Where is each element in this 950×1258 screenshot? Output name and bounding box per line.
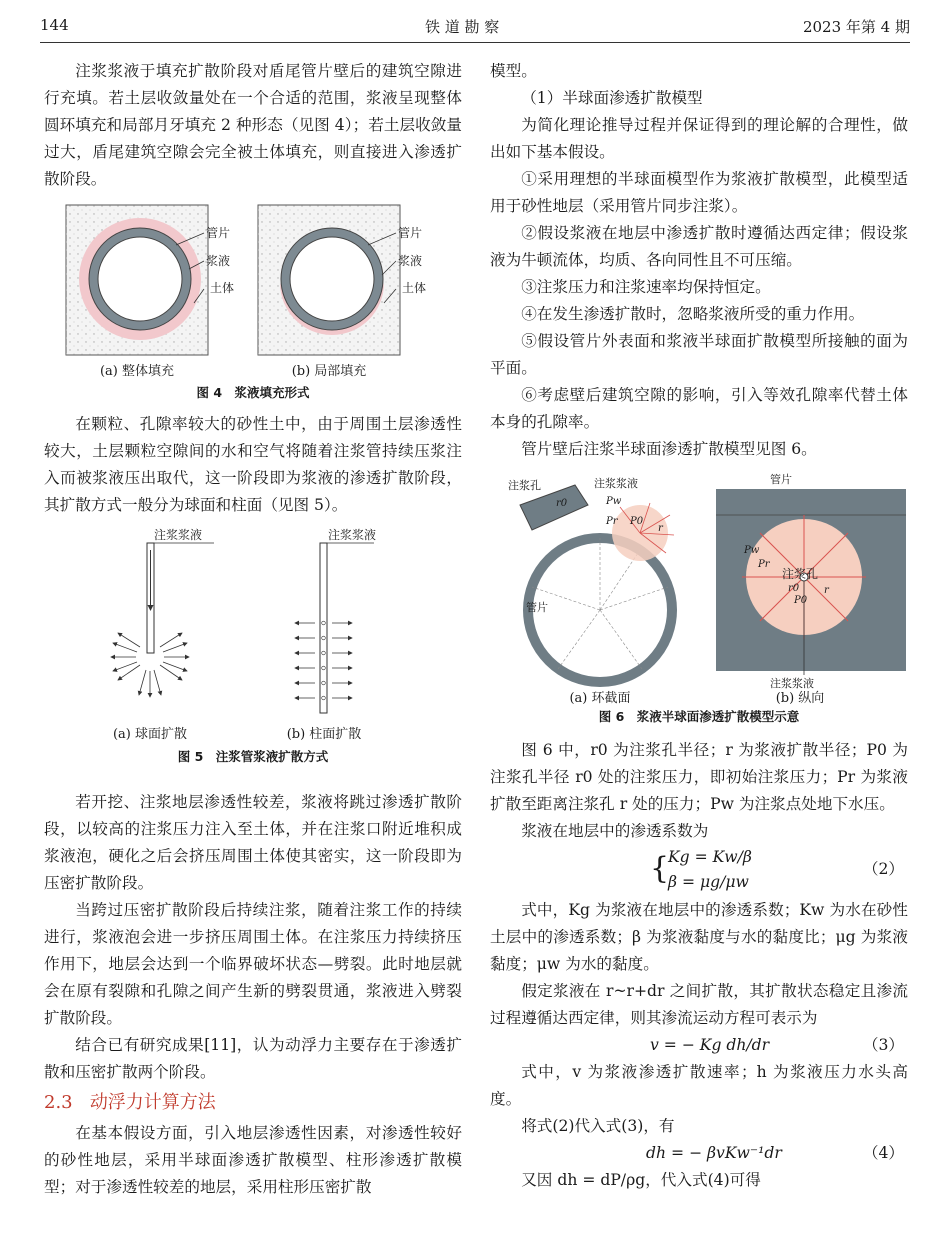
assumption-3: ③注浆压力和注浆速率均保持恒定。	[521, 278, 771, 296]
left-column	[44, 58, 462, 1201]
fig4-label-segment-b: 管片	[398, 226, 423, 240]
fig5-label-b: 注浆浆液	[328, 528, 377, 542]
paragraph-substitute: 将式(2)代入式(3)，有	[521, 1117, 675, 1135]
equation-2	[490, 845, 908, 897]
fig6-caption-a: (a) 环截面	[569, 691, 631, 706]
issue-label: 2023 年第 4 期	[802, 18, 910, 36]
fig6-label-hole-b: 注浆孔	[782, 567, 819, 581]
paragraph-seepage-stage: 在颗粒、孔隙率较大的砂性土中，由于周围土层渗透性较大，土层颗粒空隙间的水和空气将随着注浆管持续压浆注入而被浆液压出取代，这一阶段即为浆液的渗透扩散阶段，其扩散方式一般分为球面和柱面（见图 5）。	[44, 415, 462, 514]
fig6-sym-r-b: r	[824, 585, 829, 596]
fig6-sym-pr-b: Pr	[758, 559, 770, 570]
equation-4-number: （4）	[862, 1144, 904, 1162]
fig6-label-grout-b: 注浆浆液	[770, 677, 814, 690]
equation-3-body: v = − Kg dh/dr	[650, 1036, 770, 1054]
fig6-label-segment-a: 管片	[526, 601, 548, 614]
section-number: 2.3	[44, 1092, 73, 1113]
equation-2a: Kg = Kw/β	[668, 848, 752, 866]
paragraph-conclusion: 结合已有研究成果[11]，认为动浮力主要存在于渗透扩散和压密扩散两个阶段。	[44, 1036, 462, 1081]
equation-4	[490, 1140, 908, 1167]
subheading-hemisphere-model: （1）半球面渗透扩散模型	[521, 89, 703, 107]
fig4-label-segment-a: 管片	[206, 226, 231, 240]
paragraph-fracture-stage: 当跨过压密扩散阶段后持续注浆，随着注浆工作的持续进行，浆液泡会进一步挤压周围土体。在注浆压力持续挤压作用下，地层会达到一个临界破坏状态—劈裂。此时地层就会在原有裂隙和孔隙之间产生新的劈裂贯通，浆液进入劈裂扩散阶段。	[44, 901, 462, 1027]
fig5-caption-b: (b) 柱面扩散	[286, 727, 362, 742]
figure-4	[44, 203, 462, 401]
cylindrical-arrows	[295, 623, 352, 698]
fig6-sym-pw-a: Pw	[606, 496, 622, 507]
fig6-title: 图 6 浆液半球面渗透扩散模型示意	[598, 709, 800, 724]
paragraph-assumptions: 为简化理论推导过程并保证得到的理论解的合理性，做出如下基本假设。	[490, 116, 908, 161]
section-title: 动浮力计算方法	[89, 1092, 216, 1113]
paragraph-permeability: 浆液在地层中的渗透系数为	[521, 822, 709, 840]
equation-3	[490, 1032, 908, 1059]
paragraph-assumptions-intro: 在基本假设方面，引入地层渗透性因素，对渗透性较好的砂性地层，采用半球面渗透扩散模型、柱形渗透扩散模型；对于渗透性较差的地层，采用柱形压密扩散	[44, 1124, 462, 1196]
fig5-label-a: 注浆浆液	[154, 528, 203, 542]
equation-2-brace: {	[650, 851, 670, 886]
paragraph-where-3: 式中，v 为浆液渗透扩散速率；h 为浆液压力水头高度。	[490, 1063, 908, 1108]
equation-2b: β = μg/μw	[668, 873, 749, 891]
paragraph-fill-stage: 注浆浆液于填充扩散阶段对盾尾管片壁后的建筑空隙进行充填。若土层收敛量处在一个合适的范围，浆液呈现整体圆环填充和局部月牙填充 2 种形态（见图 4）；若土层收敛量过大，盾尾建筑空隙会完全被土体填充，则直接进入渗透扩散阶段。	[44, 62, 462, 188]
fig6-sym-r0-b: r0	[788, 583, 800, 594]
header-rule	[40, 42, 910, 43]
grout-pipe-b	[320, 543, 327, 713]
paragraph-darcy: 假定浆液在 r~r+dr 之间扩散，其扩散状态稳定且渗流过程遵循达西定律，则其渗流运动方程可表示为	[490, 982, 908, 1027]
fig6-label-grout-a: 注浆浆液	[594, 477, 638, 490]
paragraph-symbols: 图 6 中，r0 为注浆孔半径；r 为浆液扩散半径；P0 为注浆孔半径 r0 处的注浆压力，即初始注浆压力；Pr 为浆液扩散至距离注浆孔 r 处的压力；Pw 为注浆点处地下水压。	[490, 741, 908, 813]
fig6-caption-b: (b) 纵向	[775, 691, 825, 706]
equation-3-number: （3）	[862, 1036, 904, 1054]
equation-2-number: （2）	[862, 860, 904, 878]
fig4-label-grout-a: 浆液	[206, 254, 231, 268]
page-number: 144	[40, 16, 69, 34]
paragraph-final: 又因 dh = dP/ρg，代入式(4)可得	[521, 1171, 761, 1189]
fig6-sym-pr-a: Pr	[606, 516, 618, 527]
journal-name: 铁 道 勘 察	[425, 18, 500, 36]
section-heading	[44, 1088, 462, 1118]
fig6-label-hole-a: 注浆孔	[508, 479, 541, 492]
fig6-label-segment-b: 管片	[770, 473, 792, 486]
assumption-1: ①采用理想的半球面模型作为浆液扩散模型，此模型适用于砂性地层（采用管片同步注浆）。	[490, 170, 908, 215]
figure-6	[490, 475, 908, 725]
fig4-label-soil-a: 土体	[210, 281, 235, 295]
paragraph-fig6-ref: 管片壁后注浆半球面渗透扩散模型见图 6。	[521, 440, 817, 458]
paragraph-where-2: 式中，Kg 为浆液在地层中的渗透系数；Kw 为水在砂性土层中的渗透系数；β 为浆液黏度与水的黏度比；μg 为浆液黏度；μw 为水的黏度。	[490, 901, 908, 973]
fig6-sym-r-a: r	[658, 523, 663, 534]
paragraph-compaction-stage: 若开挖、注浆地层渗透性较差，浆液将跳过渗透扩散阶段，以较高的注浆压力注入至土体，并在注浆口附近堆积成浆液泡，硬化之后会挤压周围土体使其密实，这一阶段即为压密扩散阶段。	[44, 793, 462, 892]
fig6-sym-r0-a: r0	[556, 498, 568, 509]
fig5-caption-a: (a) 球面扩散	[112, 727, 188, 742]
right-column	[490, 58, 908, 1194]
fig5-title: 图 5 注浆管浆液扩散方式	[177, 749, 329, 764]
fig4-label-grout-b: 浆液	[398, 254, 423, 268]
fig6-sym-p0-b: P0	[794, 595, 808, 606]
assumption-6: ⑥考虑壁后建筑空隙的影响，引入等效孔隙率代替土体本身的孔隙率。	[490, 386, 908, 431]
fig4-caption-b: (b) 局部填充	[291, 364, 367, 379]
fig4-caption-a: (a) 整体填充	[99, 364, 175, 379]
spherical-arrows	[111, 633, 189, 697]
assumption-5: ⑤假设管片外表面和浆液半球面扩散模型所接触的面为平面。	[490, 332, 908, 377]
assumption-2: ②假设浆液在地层中渗透扩散时遵循达西定律；假设浆液为牛顿流体，均质、各向同性且不可压缩。	[490, 224, 908, 269]
fig4-label-soil-b: 土体	[402, 281, 427, 295]
fig6-sym-pw-b: Pw	[744, 545, 760, 556]
figure-5	[44, 525, 462, 787]
paragraph-continuation: 模型。	[490, 62, 537, 80]
fig6-sym-p0-a: P0	[630, 516, 644, 527]
fig4-title: 图 4 浆液填充形式	[196, 385, 310, 400]
assumption-4: ④在发生渗透扩散时，忽略浆液所受的重力作用。	[521, 305, 865, 323]
equation-4-body: dh = − βvKw⁻¹dr	[646, 1144, 782, 1162]
